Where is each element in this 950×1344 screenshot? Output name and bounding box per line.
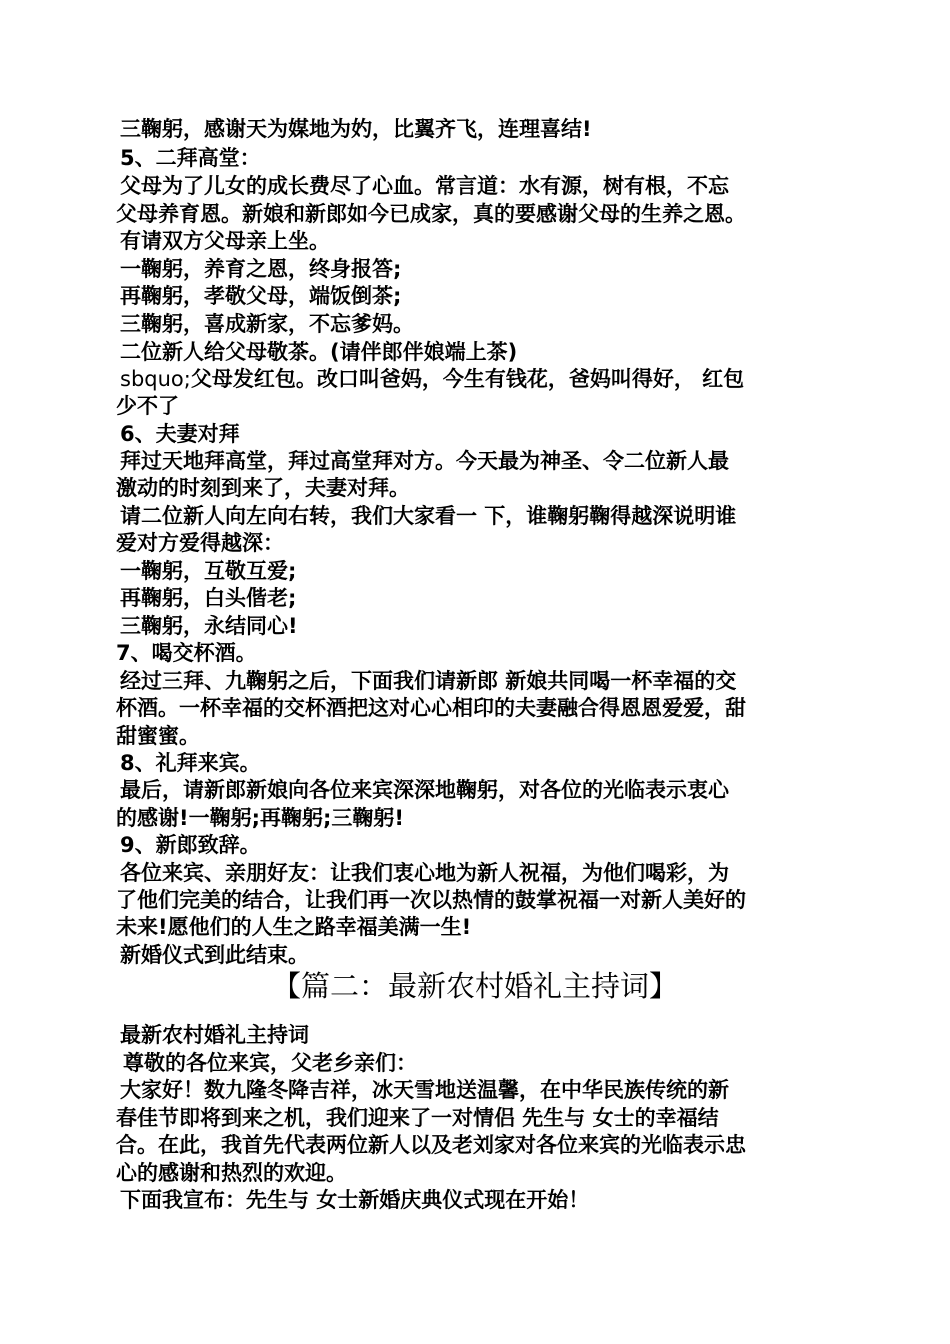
text-line: 少不了 [116, 394, 179, 418]
section-number-line: 7、喝交杯酒。 [116, 641, 257, 665]
text-line: 春佳节即将到来之机，我们迎来了一对情侣 先生与 女士的幸福结 [116, 1106, 719, 1130]
text-line: 请二位新人向左向右转，我们大家看一 下，谁鞠躬鞠得越深说明谁 [120, 504, 737, 528]
text-line: 三鞠躬，喜成新家，不忘爹妈。 [120, 312, 414, 336]
text-line: 心的感谢和热烈的欢迎。 [116, 1161, 347, 1185]
text-line: 新婚仪式到此结束。 [120, 943, 309, 967]
text-line: 再鞠躬，白头偕老; [120, 586, 297, 610]
text-line: 经过三拜、九鞠躬之后，下面我们请新郎 新娘共同喝一杯幸福的交 [120, 669, 737, 693]
sbquo-text: sbquo; [120, 367, 191, 391]
text-line: 再鞠躬，孝敬父母，端饭倒茶; [120, 284, 402, 308]
text-line: 激动的时刻到来了，夫妻对拜。 [116, 476, 410, 500]
text-line: 一鞠躬，互敬互爱; [120, 559, 297, 583]
section-number-line: 8、礼拜来宾。 [120, 751, 261, 775]
text-line: 爱对方爱得越深： [116, 531, 284, 555]
text-line: 杯酒。一杯幸福的交杯酒把这对心心相印的夫妻融合得恩恩爱爱，甜 [116, 696, 746, 720]
text-line: 有请双方父母亲上坐。 [120, 229, 330, 253]
text-line: 了他们完美的结合，让我们再一次以热情的鼓掌祝福一对新人美好的 [116, 888, 746, 912]
text-line: 甜蜜蜜。 [116, 724, 200, 748]
text-line: 未来!愿他们的人生之路幸福美满一生! [116, 915, 472, 939]
text-line: 父母为了儿女的成长费尽了心血。常言道：水有源，树有根，不忘 [120, 174, 729, 198]
text-line: 尊敬的各位来宾，父老乡亲们： [123, 1051, 417, 1075]
text-line: 拜过天地拜高堂，拜过高堂拜对方。今天最为神圣、令二位新人最 [120, 449, 729, 473]
text-line: 三鞠躬，永结同心! [120, 614, 298, 638]
text-line: 合。在此，我首先代表两位新人以及老刘家对各位来宾的光临表示忠 [116, 1133, 746, 1157]
text-line: 下面我宣布：先生与 女士新婚庆典仪式现在开始！ [120, 1188, 590, 1212]
text-line: 大家好！数九隆冬降吉祥，冰天雪地送温馨，在中华民族传统的新 [120, 1078, 729, 1102]
text-line: 一鞠躬，养育之恩，终身报答; [120, 257, 402, 281]
text-line: 最后，请新郎新娘向各位来宾深深地鞠躬，对各位的光临表示衷心 [120, 778, 729, 802]
section-number-line: 5、二拜高堂： [120, 146, 261, 170]
text-line-mixed [120, 366, 840, 393]
section-number-line: 6、夫妻对拜 [120, 422, 240, 446]
text-line: 三鞠躬，感谢天为媒地为妁，比翼齐飞，连理喜结! [120, 117, 592, 141]
red-envelope-text: 父母发红包。改口叫爸妈，今生有钱花，爸妈叫得好， 红包 [190, 367, 745, 391]
text-line: 父母养育恩。新娘和新郎如今已成家，真的要感谢父母的生养之恩。 [116, 202, 746, 226]
section-number-line: 9、新郎致辞。 [120, 833, 261, 857]
text-line: 二位新人给父母敬茶。(请伴郎伴娘端上茶) [120, 340, 518, 364]
text-line: 各位来宾、亲朋好友：让我们衷心地为新人祝福，为他们喝彩，为 [120, 861, 729, 885]
section-heading: 【篇二：最新农村婚礼主持词】 [271, 969, 678, 1003]
subtitle-line: 最新农村婚礼主持词 [120, 1023, 309, 1047]
text-line: 的感谢!一鞠躬;再鞠躬;三鞠躬! [116, 806, 404, 830]
